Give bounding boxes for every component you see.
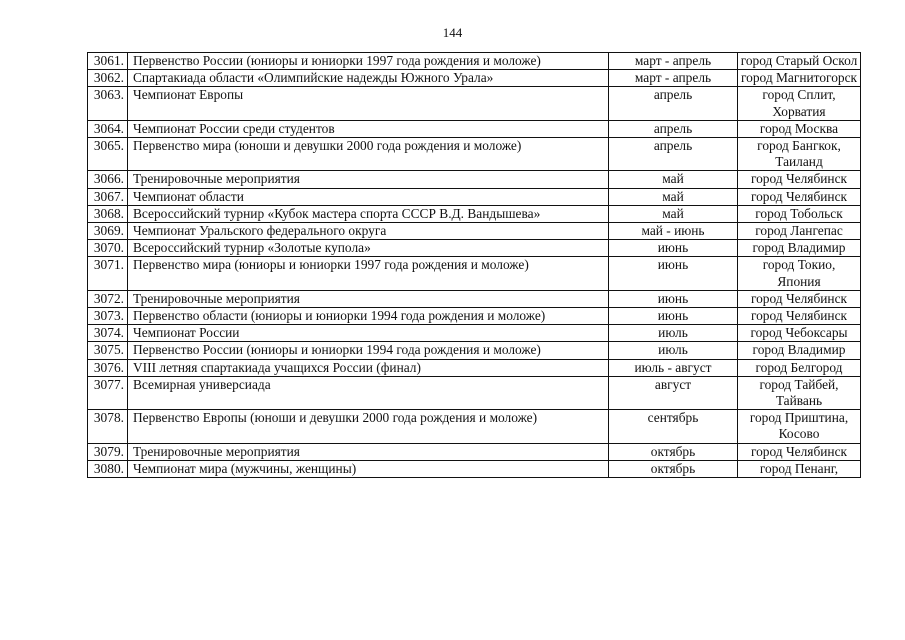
event-place: город Челябинск	[738, 188, 861, 205]
event-title: Первенство Европы (юноши и девушки 2000 года рождения и моложе)	[128, 410, 609, 443]
event-title: VIII летняя спартакиада учащихся России (финал)	[128, 359, 609, 376]
event-title: Тренировочные мероприятия	[128, 290, 609, 307]
row-number: 3079.	[88, 443, 128, 460]
table-row	[88, 376, 861, 409]
event-date: сентябрь	[609, 410, 738, 443]
event-place: город Москва	[738, 120, 861, 137]
event-date: июнь	[609, 290, 738, 307]
event-date: июль	[609, 325, 738, 342]
row-number: 3073.	[88, 308, 128, 325]
event-title: Тренировочные мероприятия	[128, 171, 609, 188]
table-row	[88, 308, 861, 325]
row-number: 3072.	[88, 290, 128, 307]
event-title: Всероссийский турнир «Кубок мастера спорта СССР В.Д. Вандышева»	[128, 205, 609, 222]
event-date: март - апрель	[609, 53, 738, 70]
event-date: март - апрель	[609, 70, 738, 87]
event-title: Чемпионат области	[128, 188, 609, 205]
events-table	[87, 52, 861, 478]
row-number: 3063.	[88, 87, 128, 120]
event-date: май	[609, 188, 738, 205]
row-number: 3071.	[88, 257, 128, 290]
event-place: город Тайбей, Тайвань	[738, 376, 861, 409]
table-row	[88, 223, 861, 240]
row-number: 3076.	[88, 359, 128, 376]
table-row	[88, 171, 861, 188]
event-date: апрель	[609, 120, 738, 137]
event-title: Первенство мира (юниоры и юниорки 1997 года рождения и моложе)	[128, 257, 609, 290]
row-number: 3069.	[88, 223, 128, 240]
row-number: 3070.	[88, 240, 128, 257]
events-table-body	[88, 53, 861, 478]
page-number: 144	[442, 25, 463, 40]
row-number: 3062.	[88, 70, 128, 87]
event-date: октябрь	[609, 460, 738, 477]
row-number: 3061.	[88, 53, 128, 70]
event-place: город Челябинск	[738, 171, 861, 188]
event-title: Первенство России (юниоры и юниорки 1994 года рождения и моложе)	[128, 342, 609, 359]
event-title: Всероссийский турнир «Золотые купола»	[128, 240, 609, 257]
table-row	[88, 70, 861, 87]
event-place: город Владимир	[738, 240, 861, 257]
row-number: 3075.	[88, 342, 128, 359]
table-row	[88, 460, 861, 477]
event-place: город Владимир	[738, 342, 861, 359]
row-number: 3074.	[88, 325, 128, 342]
event-date: июнь	[609, 240, 738, 257]
event-date: май - июнь	[609, 223, 738, 240]
table-row	[88, 290, 861, 307]
event-place: город Токио, Япония	[738, 257, 861, 290]
event-place: город Сплит, Хорватия	[738, 87, 861, 120]
event-title: Чемпионат Европы	[128, 87, 609, 120]
table-row	[88, 410, 861, 443]
event-place: город Чебоксары	[738, 325, 861, 342]
event-place: город Старый Оскол	[738, 53, 861, 70]
row-number: 3077.	[88, 376, 128, 409]
table-row	[88, 120, 861, 137]
row-number: 3066.	[88, 171, 128, 188]
row-number: 3064.	[88, 120, 128, 137]
event-title: Спартакиада области «Олимпийские надежды Южного Урала»	[128, 70, 609, 87]
event-place: город Приштина, Косово	[738, 410, 861, 443]
row-number: 3067.	[88, 188, 128, 205]
row-number: 3065.	[88, 138, 128, 171]
event-date: апрель	[609, 138, 738, 171]
table-row	[88, 53, 861, 70]
event-place: город Челябинск	[738, 443, 861, 460]
event-place: город Челябинск	[738, 290, 861, 307]
table-row	[88, 443, 861, 460]
table-row	[88, 138, 861, 171]
event-title: Всемирная универсиада	[128, 376, 609, 409]
row-number: 3068.	[88, 205, 128, 222]
event-title: Чемпионат мира (мужчины, женщины)	[128, 460, 609, 477]
event-title: Чемпионат России	[128, 325, 609, 342]
event-place: город Тобольск	[738, 205, 861, 222]
event-title: Первенство мира (юноши и девушки 2000 года рождения и моложе)	[128, 138, 609, 171]
event-date: июнь	[609, 308, 738, 325]
event-date: июнь	[609, 257, 738, 290]
event-title: Первенство области (юниоры и юниорки 1994 года рождения и моложе)	[128, 308, 609, 325]
event-date: август	[609, 376, 738, 409]
event-title: Первенство России (юниоры и юниорки 1997 года рождения и моложе)	[128, 53, 609, 70]
row-number: 3080.	[88, 460, 128, 477]
event-date: май	[609, 205, 738, 222]
table-row	[88, 325, 861, 342]
event-place: город Пенанг,	[738, 460, 861, 477]
event-date: октябрь	[609, 443, 738, 460]
event-place: город Белгород	[738, 359, 861, 376]
event-date: апрель	[609, 87, 738, 120]
table-row	[88, 342, 861, 359]
table-row	[88, 257, 861, 290]
event-place: город Магнитогорск	[738, 70, 861, 87]
event-place: город Лангепас	[738, 223, 861, 240]
row-number: 3078.	[88, 410, 128, 443]
event-date: июль	[609, 342, 738, 359]
table-row	[88, 205, 861, 222]
event-place: город Бангкок, Таиланд	[738, 138, 861, 171]
event-title: Чемпионат России среди студентов	[128, 120, 609, 137]
event-title: Чемпионат Уральского федерального округа	[128, 223, 609, 240]
table-row	[88, 359, 861, 376]
table-row	[88, 188, 861, 205]
event-title: Тренировочные мероприятия	[128, 443, 609, 460]
event-date: июль - август	[609, 359, 738, 376]
event-date: май	[609, 171, 738, 188]
table-row	[88, 87, 861, 120]
table-row	[88, 240, 861, 257]
event-place: город Челябинск	[738, 308, 861, 325]
